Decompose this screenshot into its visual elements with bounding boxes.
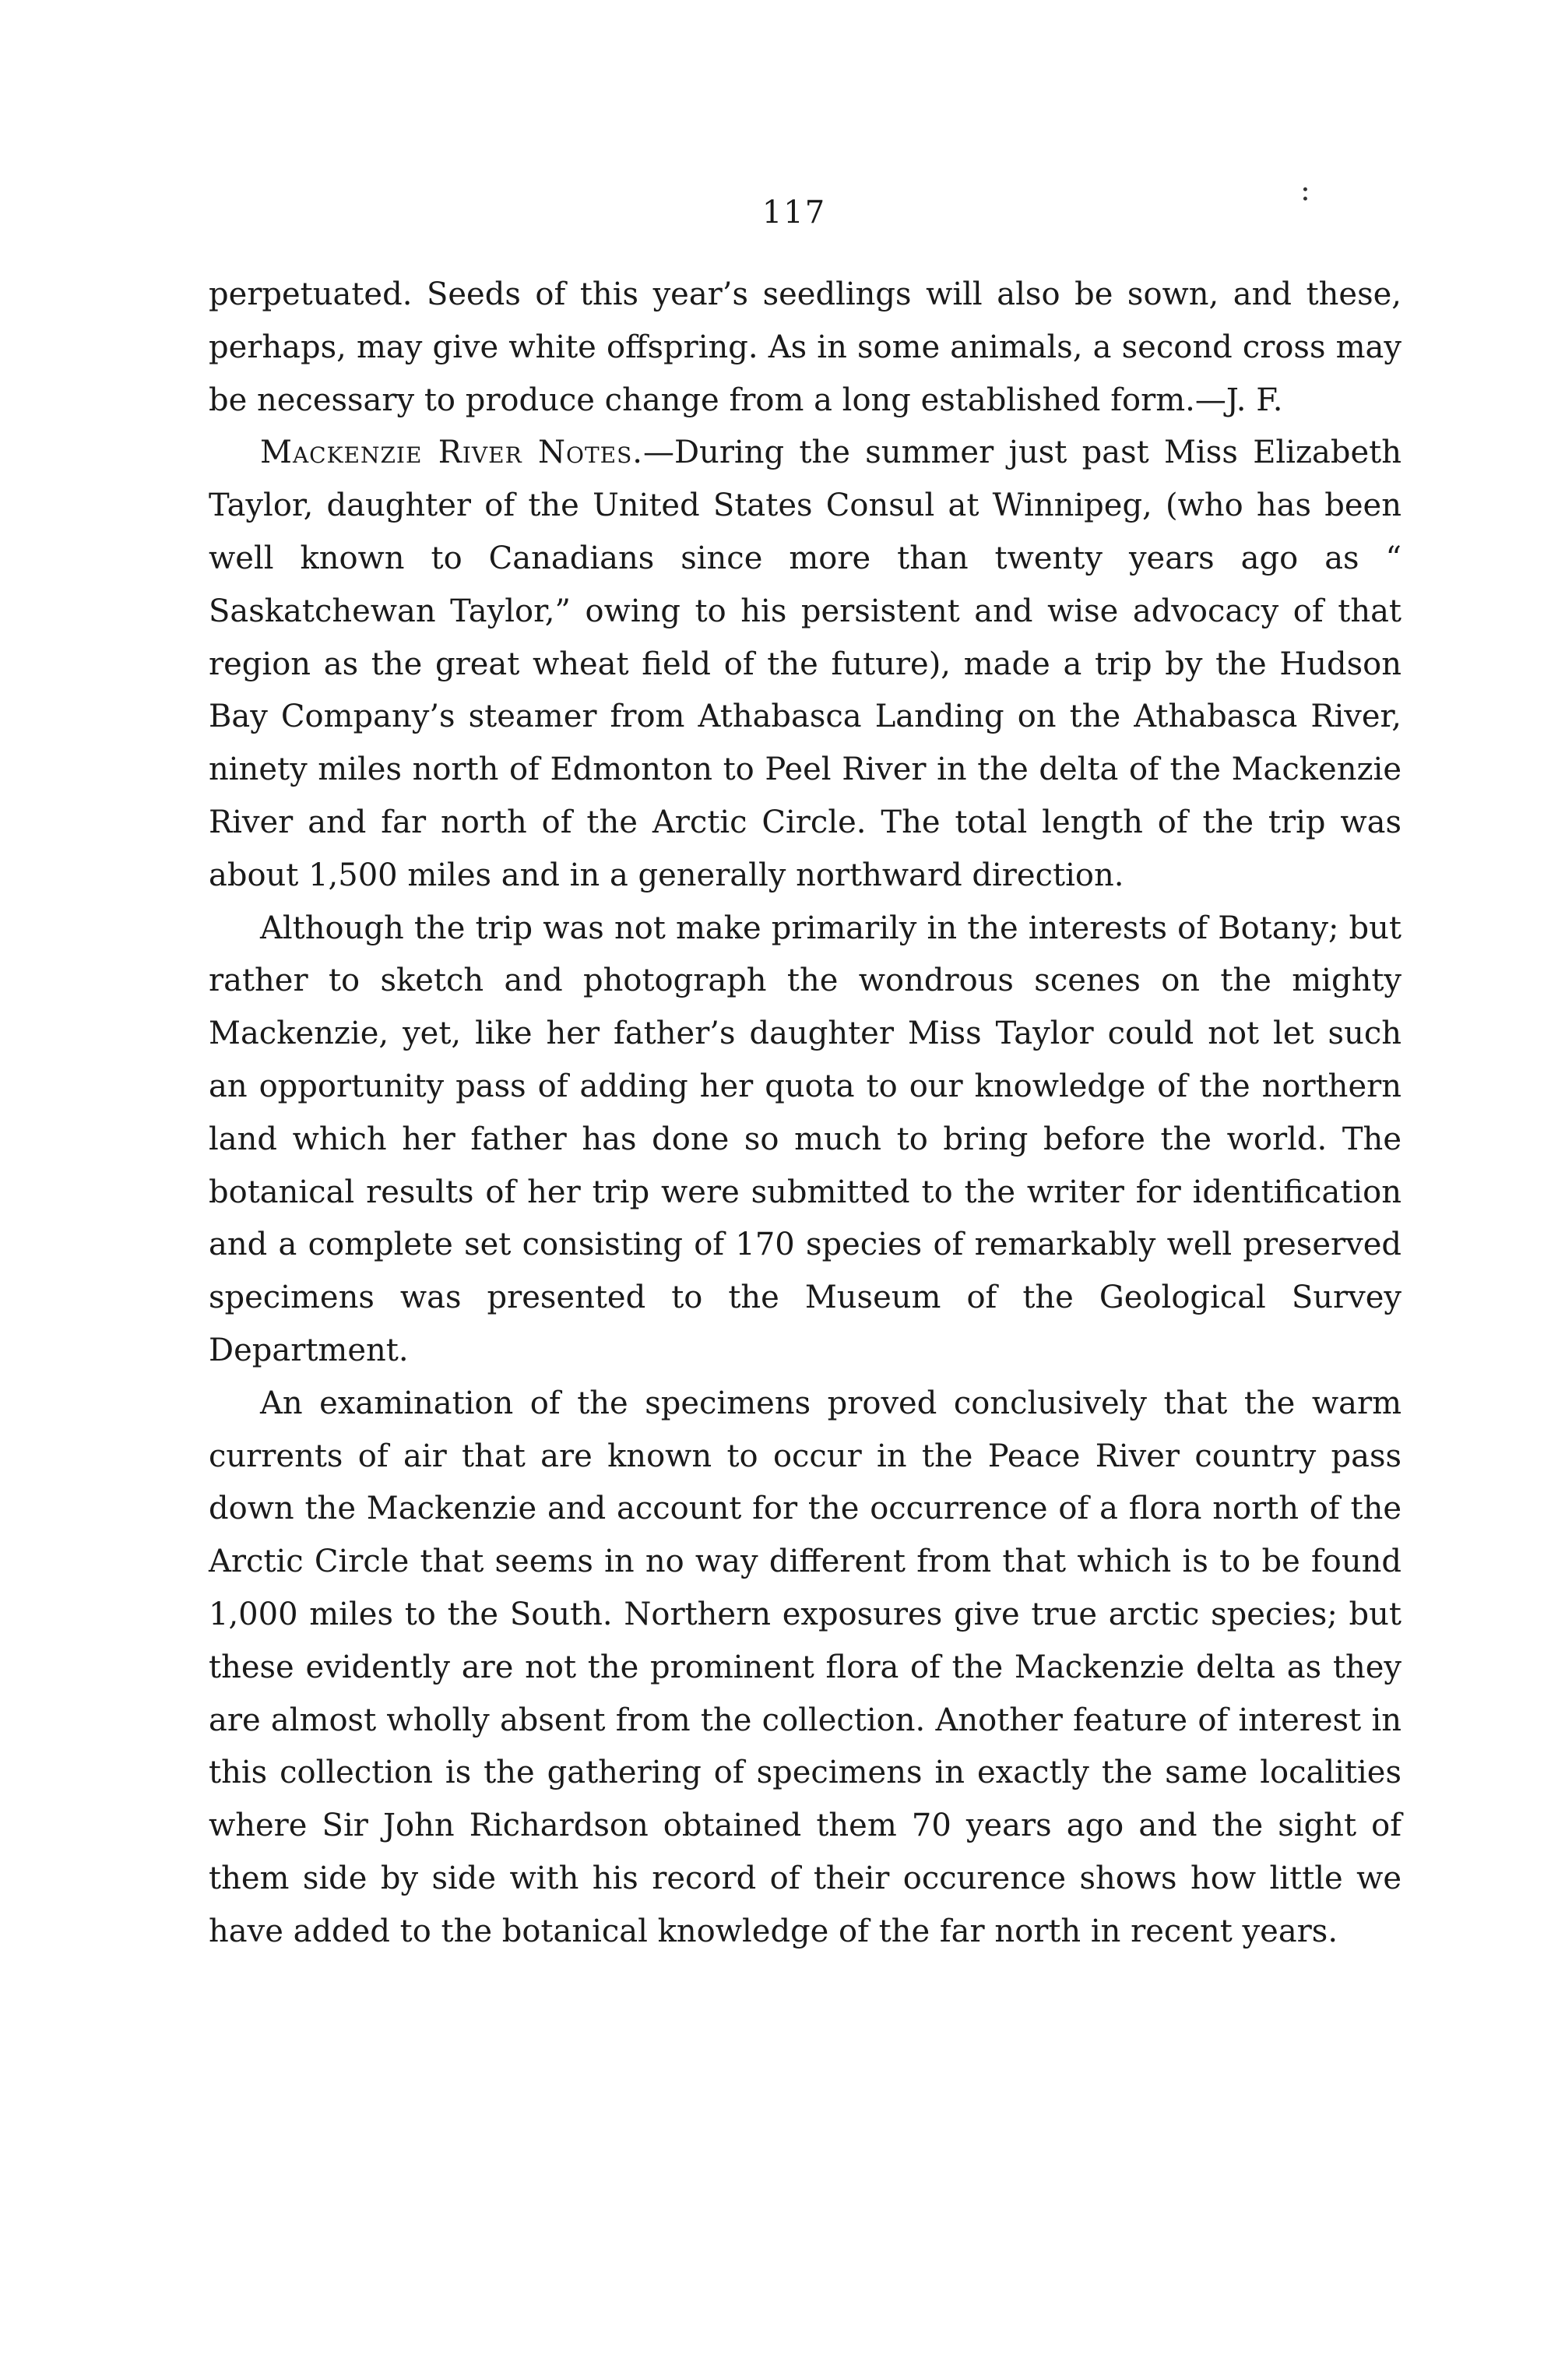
paragraph-mackenzie-river-notes xyxy=(209,427,1401,902)
section-heading: Mackenzie River Notes. xyxy=(260,435,643,471)
paragraph-examination: An examination of the specimens proved conclusively that the warm currents of air that are known to occur in the Peace River country pass down the Mackenzie and account for the occurrence of a flora north of the Arctic Circle that seems in no way different from that which is to be found 1,000 miles to the South. Northern exposures give true arctic species; but these evidently are not the prominent flora of the Mackenzie delta as they are almost wholly absent from the collection. Another feature of interest in this collection is the gathering of specimens in exactly the same localities where Sir John Richardson obtained them 70 years ago and the sight of them side by side with his record of their occurence shows how little we have added to the botanical knowledge of the far north in recent years. xyxy=(209,1385,1401,1949)
paragraph-text: —During the summer just past Miss Elizabeth Taylor, daughter of the United States Consul at Winnipeg, (who has been well known to Canadians since more than twenty years ago as “ Saskatchewan Taylor,” owing to his persistent and wise advocacy of that region as the great wheat field of the future), made a trip by the Hudson Bay Company’s steamer from Athabasca Landing on the Athabasca River, ninety miles north of Edmonton to Peel River in the delta of the Mackenzie River and far north of the Arctic Circle. The total length of the trip was about 1,500 miles and in a generally northward direction. xyxy=(209,435,1402,893)
body-text xyxy=(209,269,1401,1959)
paragraph-continuation: perpetuated. Seeds of this year’s seedlings will also be sown, and these, perhaps, may give white offspring. As in some animals, a second cross may be necessary to produce change from a long established form.—J. F. xyxy=(209,276,1401,418)
margin-mark: : xyxy=(1300,173,1310,207)
paragraph-botany: Although the trip was not make primarily in the interests of Botany; but rather to sketch and photograph the wondrous scenes on the mighty Mackenzie, yet, like her father’s daughter Miss Taylor could not let such an opportunity pass of adding her quota to our knowledge of the northern land which her father has done so much to bring before the world. The botanical results of her trip were submitted to the writer for identification and a complete set consisting of 170 species of remarkably well preserved specimens was presented to the Museum of the Geological Survey Department. xyxy=(209,910,1401,1368)
page-number: 117 xyxy=(761,195,827,231)
